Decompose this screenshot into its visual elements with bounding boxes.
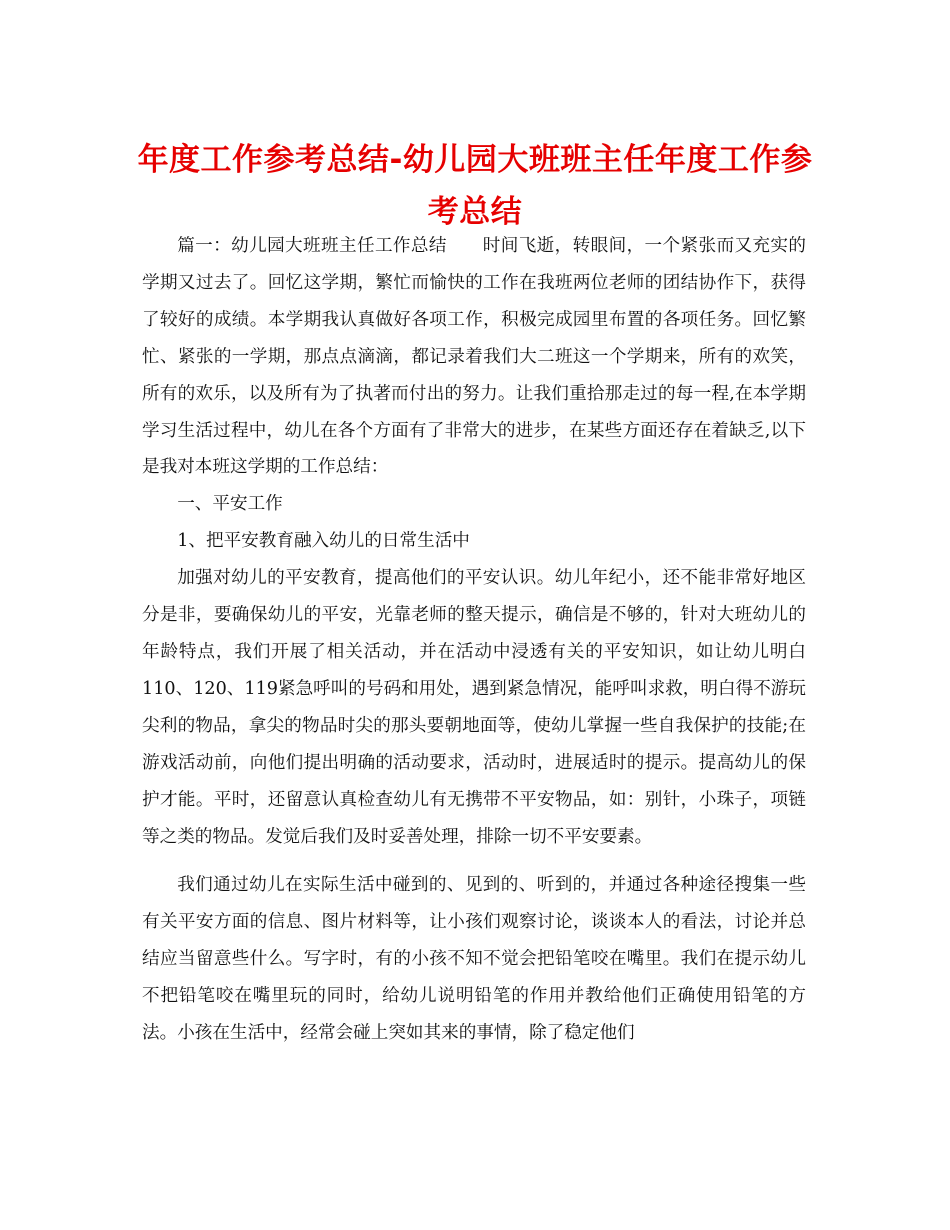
- intro-text: 时间飞逝，转眼间，一个紧张而又充实的学期又过去了。回忆这学期，繁忙而愉快的工作在我班两位老师的团结协作下，获得了较好的成绩。本学期我认真做好各项工作，积极完成园里布置的各项任务。回忆繁忙、紧张的一学期，那点点滴滴，都记录着我们大二班这一个学期来，所有的欢笑，所有的欢乐，以及所有为了执著而付出的努力。让我们重拾那走过的每一程,在本学期学习生活过程中，幼儿在各个方面有了非常大的进步，在某些方面还存在着缺乏,以下是我对本班这学期的工作总结：: [142, 236, 806, 478]
- document-body: [142, 228, 806, 1052]
- paragraph-safety-discussion: 我们通过幼儿在实际生活中碰到的、见到的、听到的，并通过各种途径搜集一些有关平安方面的信息、图片材料等，让小孩们观察讨论，谈谈本人的看法，讨论并总结应当留意些什么。写字时，有的小孩不知不觉会把铅笔咬在嘴里。我们在提示幼儿不把铅笔咬在嘴里玩的同时，给幼儿说明铅笔的作用并教给他们正确使用铅笔的方法。小孩在生活中，经常会碰上突如其来的事情，除了稳定他们: [142, 875, 806, 1044]
- document-title: 年度工作参考总结-幼儿园大班班主任年度工作参考总结: [137, 142, 813, 230]
- intro-heading: 篇一：幼儿园大班班主任工作总结: [177, 236, 447, 256]
- intro-paragraph: [142, 228, 806, 486]
- paragraph-safety-education: 加强对幼儿的平安教育，提高他们的平安认识。幼儿年纪小，还不能非常好地区分是非，要确保幼儿的平安，光靠老师的整天提示，确信是不够的，针对大班幼儿的年龄特点，我们开展了相关活动，并在活动中浸透有关的平安知识，如让幼儿明白110、120、119紧急呼叫的号码和用处，遇到紧急情况，能呼叫求救，明白得不游玩尖利的物品，拿尖的物品时尖的那头要朝地面等，使幼儿掌握一些自我保护的技能;在游戏活动前，向他们提出明确的活动要求，活动时，进展适时的提示。提高幼儿的保护才能。平时，还留意认真检查幼儿有无携带不平安物品，如：别针，小珠子，项链等之类的物品。发觉后我们及时妥善处理，排除一切不平安要素。: [142, 568, 806, 847]
- section-heading-safety: 一、平安工作: [177, 494, 283, 515]
- subsection-heading: 1、把平安教育融入幼儿的日常生活中: [177, 531, 470, 552]
- intro-spacer: [447, 236, 483, 256]
